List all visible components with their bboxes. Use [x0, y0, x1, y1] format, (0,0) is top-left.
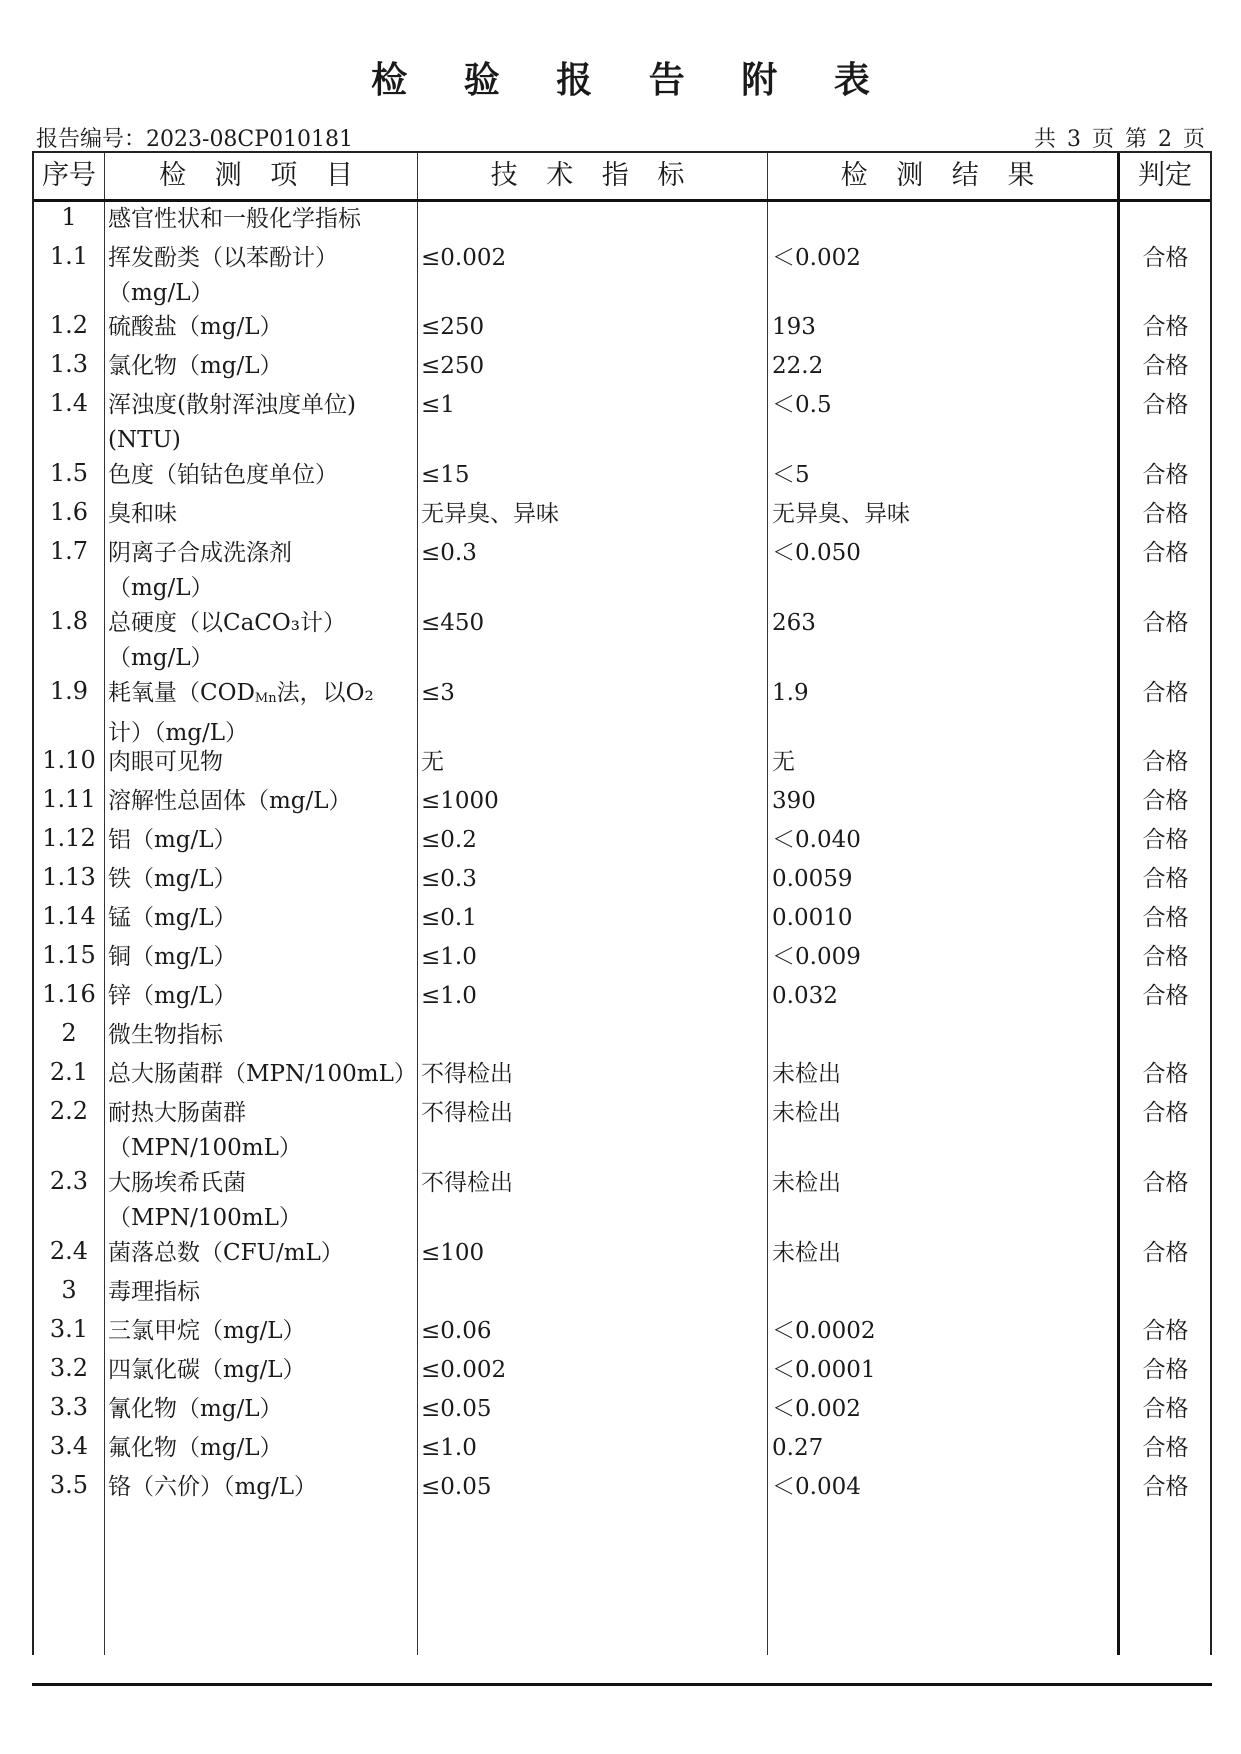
cell-item	[108, 1275, 418, 1310]
cell-seq: 1.6	[49, 498, 89, 526]
cell-spec: 不得检出	[421, 1100, 513, 1126]
cell-item	[108, 1470, 418, 1505]
cell-spec: ≤450	[421, 610, 485, 636]
cell-item-line2: （mg/L）	[108, 575, 214, 601]
cell-spec: ≤0.1	[421, 905, 477, 931]
cell-spec: ≤0.002	[421, 1357, 507, 1383]
cell-result: 无异臭、异味	[772, 501, 910, 527]
cell-result: 0.032	[772, 983, 838, 1009]
cell-item-line2: （mg/L）	[108, 280, 214, 306]
cell-spec: ≤1.0	[421, 1435, 477, 1461]
cell-item	[108, 1314, 418, 1349]
cell-judgement: 合格	[1142, 866, 1189, 892]
results-table	[32, 151, 1212, 1655]
cell-result: ＜0.0002	[772, 1318, 876, 1344]
cell-spec: ≤0.3	[421, 866, 477, 892]
cell-item	[108, 1392, 418, 1427]
cell-spec: ≤1000	[421, 788, 499, 814]
cell-item-line1: 色度（铂钴色度单位）	[108, 462, 338, 488]
cell-item	[108, 901, 418, 936]
cell-judgement: 合格	[1142, 462, 1189, 488]
cell-item-line2: 计）（mg/L）	[108, 720, 249, 746]
cell-item-line1: 三氯甲烷（mg/L）	[108, 1318, 306, 1344]
cell-result: 未检出	[772, 1100, 841, 1126]
cell-item-line1: 溶解性总固体（mg/L）	[108, 788, 352, 814]
cell-spec: ≤1	[421, 392, 455, 418]
cell-seq: 1.5	[49, 459, 89, 487]
cell-item	[108, 1018, 418, 1053]
cell-result: 263	[772, 610, 816, 636]
cell-spec: ≤1.0	[421, 944, 477, 970]
cell-item-line1: 总大肠菌群（MPN/100mL）	[108, 1061, 417, 1087]
cell-judgement: 合格	[1142, 540, 1189, 566]
column-divider	[767, 153, 768, 1655]
cell-item-line1: 锌（mg/L）	[108, 983, 237, 1009]
cell-spec: ≤0.06	[421, 1318, 492, 1344]
cell-item	[108, 202, 418, 237]
cell-item-line2: (NTU)	[108, 427, 181, 453]
cell-judgement: 合格	[1142, 1170, 1189, 1196]
cell-spec: ≤0.3	[421, 540, 477, 566]
cell-spec: ≤250	[421, 353, 485, 379]
cell-item-line1: 肉眼可见物	[108, 749, 223, 775]
cell-item	[108, 745, 418, 780]
cell-spec: ≤15	[421, 462, 470, 488]
cell-item-line1: 大肠埃希氏菌	[108, 1170, 246, 1196]
cell-judgement: 合格	[1142, 1318, 1189, 1344]
cell-item	[108, 1096, 418, 1166]
cell-result: 无	[772, 749, 795, 775]
cell-seq: 1.12	[42, 824, 96, 852]
cell-seq: 1.3	[49, 350, 89, 378]
cell-item	[108, 241, 418, 311]
cell-item	[108, 1057, 418, 1092]
cell-judgement: 合格	[1142, 1061, 1189, 1087]
cell-spec: 无异臭、异味	[421, 501, 559, 527]
cell-spec: ≤0.002	[421, 245, 507, 271]
cell-result: ＜0.002	[772, 245, 861, 271]
cell-judgement: 合格	[1142, 827, 1189, 853]
cell-result: ＜0.004	[772, 1474, 861, 1500]
cell-result: 未检出	[772, 1240, 841, 1266]
cell-result: ＜0.5	[772, 392, 832, 418]
cell-spec: ≤1.0	[421, 983, 477, 1009]
cell-item-line1: 阴离子合成洗涤剂	[108, 540, 292, 566]
cell-judgement: 合格	[1142, 1474, 1189, 1500]
table-header	[34, 153, 1210, 202]
header-item: 检 测 项 目	[159, 160, 363, 191]
cell-item	[108, 676, 418, 751]
cell-spec: 不得检出	[421, 1170, 513, 1196]
cell-item-line1: 铁（mg/L）	[108, 866, 237, 892]
header-judgement: 判定	[1138, 160, 1192, 191]
cell-item-line1: 微生物指标	[108, 1022, 223, 1048]
cell-result: 未检出	[772, 1061, 841, 1087]
cell-seq: 3	[61, 1276, 77, 1304]
cell-judgement: 合格	[1142, 610, 1189, 636]
cell-result: ＜0.0001	[772, 1357, 876, 1383]
cell-result: ＜0.009	[772, 944, 861, 970]
cell-seq: 1.14	[42, 902, 96, 930]
cell-item	[108, 606, 418, 676]
cell-item	[108, 862, 418, 897]
cell-item-line1: 感官性状和一般化学指标	[108, 206, 361, 232]
cell-item	[108, 784, 418, 819]
cell-seq: 3.1	[49, 1315, 89, 1343]
cell-spec: ≤0.05	[421, 1396, 492, 1422]
cell-seq: 2.3	[49, 1167, 89, 1195]
cell-item	[108, 349, 418, 384]
cell-judgement: 合格	[1142, 501, 1189, 527]
cell-item-line1: 浑浊度(散射浑浊度单位)	[108, 392, 356, 418]
cell-seq: 1.13	[42, 863, 96, 891]
cell-item-line1: 硫酸盐（mg/L）	[108, 314, 283, 340]
report-number	[36, 122, 353, 153]
cell-result: 193	[772, 314, 816, 340]
cell-item	[108, 940, 418, 975]
cell-judgement: 合格	[1142, 1396, 1189, 1422]
cell-result: 390	[772, 788, 816, 814]
cell-spec: ≤100	[421, 1240, 485, 1266]
cell-seq: 1.7	[49, 537, 89, 565]
cell-item	[108, 536, 418, 606]
cell-seq: 1.9	[49, 677, 89, 705]
cell-judgement: 合格	[1142, 749, 1189, 775]
cell-item-line1: 四氯化碳（mg/L）	[108, 1357, 306, 1383]
cell-item-line1: 锰（mg/L）	[108, 905, 237, 931]
report-number-value: 2023-08CP010181	[146, 127, 354, 152]
cell-result: 22.2	[772, 353, 824, 379]
cell-seq: 2.4	[49, 1237, 89, 1265]
cell-result: 0.0059	[772, 866, 853, 892]
cell-seq: 1.11	[42, 785, 96, 813]
document-title: 检 验 报 告 附 表	[371, 60, 892, 101]
cell-item	[108, 823, 418, 858]
cell-item-line1: 铝（mg/L）	[108, 827, 237, 853]
cell-judgement: 合格	[1142, 680, 1189, 706]
cell-spec: 无	[421, 749, 444, 775]
cell-item-line1: 毒理指标	[108, 1279, 200, 1305]
cell-judgement: 合格	[1142, 1100, 1189, 1126]
cell-result: ＜0.002	[772, 1396, 861, 1422]
cell-spec: ≤0.2	[421, 827, 477, 853]
cell-judgement: 合格	[1142, 1435, 1189, 1461]
cell-judgement: 合格	[1142, 788, 1189, 814]
cell-item-line1: 总硬度（以CaCO₃计）	[108, 610, 346, 636]
header-seq: 序号	[42, 160, 96, 191]
cell-item-line2: （MPN/100mL）	[108, 1135, 302, 1161]
cell-judgement: 合格	[1142, 392, 1189, 418]
cell-judgement: 合格	[1142, 314, 1189, 340]
cell-item-line1: 氟化物（mg/L）	[108, 1435, 283, 1461]
cell-seq: 1.8	[49, 607, 89, 635]
header-spec: 技 术 指 标	[490, 160, 695, 191]
cell-result: 1.9	[772, 680, 809, 706]
column-divider	[1117, 153, 1120, 1655]
cell-item-line1: 耐热大肠菌群	[108, 1100, 246, 1126]
cell-judgement: 合格	[1142, 983, 1189, 1009]
cell-seq: 3.2	[49, 1354, 89, 1382]
cell-seq: 1.15	[42, 941, 96, 969]
cell-seq: 1.4	[49, 389, 89, 417]
cell-result: ＜0.050	[772, 540, 861, 566]
cell-seq: 1.16	[42, 980, 96, 1008]
cell-item-line2: （MPN/100mL）	[108, 1205, 302, 1231]
cell-item	[108, 458, 418, 493]
cell-item-line1: 菌落总数（CFU/mL）	[108, 1240, 344, 1266]
cell-item	[108, 497, 418, 532]
cell-item-line1: 臭和味	[108, 501, 177, 527]
column-divider	[104, 153, 105, 1655]
cell-judgement: 合格	[1142, 944, 1189, 970]
cell-result: 0.0010	[772, 905, 853, 931]
page-indicator: 共 3 页 第 2 页	[1034, 127, 1205, 152]
cell-item	[108, 979, 418, 1014]
cell-result: 0.27	[772, 1435, 824, 1461]
cell-seq: 2.1	[49, 1058, 89, 1086]
cell-item	[108, 310, 418, 345]
cell-seq: 3.5	[49, 1471, 89, 1499]
cell-seq: 3.3	[49, 1393, 89, 1421]
cell-seq: 1	[61, 203, 77, 231]
cell-judgement: 合格	[1142, 1357, 1189, 1383]
cell-seq: 1.10	[42, 746, 96, 774]
cell-seq: 2	[61, 1019, 77, 1047]
cell-item	[108, 388, 418, 458]
footer-rule	[32, 1683, 1212, 1686]
cell-judgement: 合格	[1142, 1240, 1189, 1266]
cell-judgement: 合格	[1142, 905, 1189, 931]
cell-judgement: 合格	[1142, 245, 1189, 271]
cell-seq: 2.2	[49, 1097, 89, 1125]
cell-result: 未检出	[772, 1170, 841, 1196]
cell-item	[108, 1166, 418, 1236]
cell-seq: 1.2	[49, 311, 89, 339]
cell-item-line1: 铜（mg/L）	[108, 944, 237, 970]
cell-item-line1: 耗氧量（$COD_{Mn}$法，以O₂	[108, 680, 374, 706]
cell-spec: ≤0.05	[421, 1474, 492, 1500]
cell-item	[108, 1431, 418, 1466]
cell-item-line1: 铬（六价）（mg/L）	[108, 1474, 318, 1500]
report-number-label: 报告编号：	[36, 127, 147, 152]
header-result: 检 测 结 果	[840, 160, 1045, 191]
cell-spec: ≤3	[421, 680, 455, 706]
cell-spec: ≤250	[421, 314, 485, 340]
cell-seq: 1.1	[49, 242, 89, 270]
cell-item-line1: 挥发酚类（以苯酚计）	[108, 245, 338, 271]
cell-item-line2: （mg/L）	[108, 645, 214, 671]
cell-item-line1: 氯化物（mg/L）	[108, 353, 283, 379]
cell-item	[108, 1236, 418, 1271]
cell-result: ＜5	[772, 462, 810, 488]
cell-item-line1: 氰化物（mg/L）	[108, 1396, 283, 1422]
cell-item	[108, 1353, 418, 1388]
cell-seq: 3.4	[49, 1432, 89, 1460]
cell-judgement: 合格	[1142, 353, 1189, 379]
cell-result: ＜0.040	[772, 827, 861, 853]
cell-spec: 不得检出	[421, 1061, 513, 1087]
